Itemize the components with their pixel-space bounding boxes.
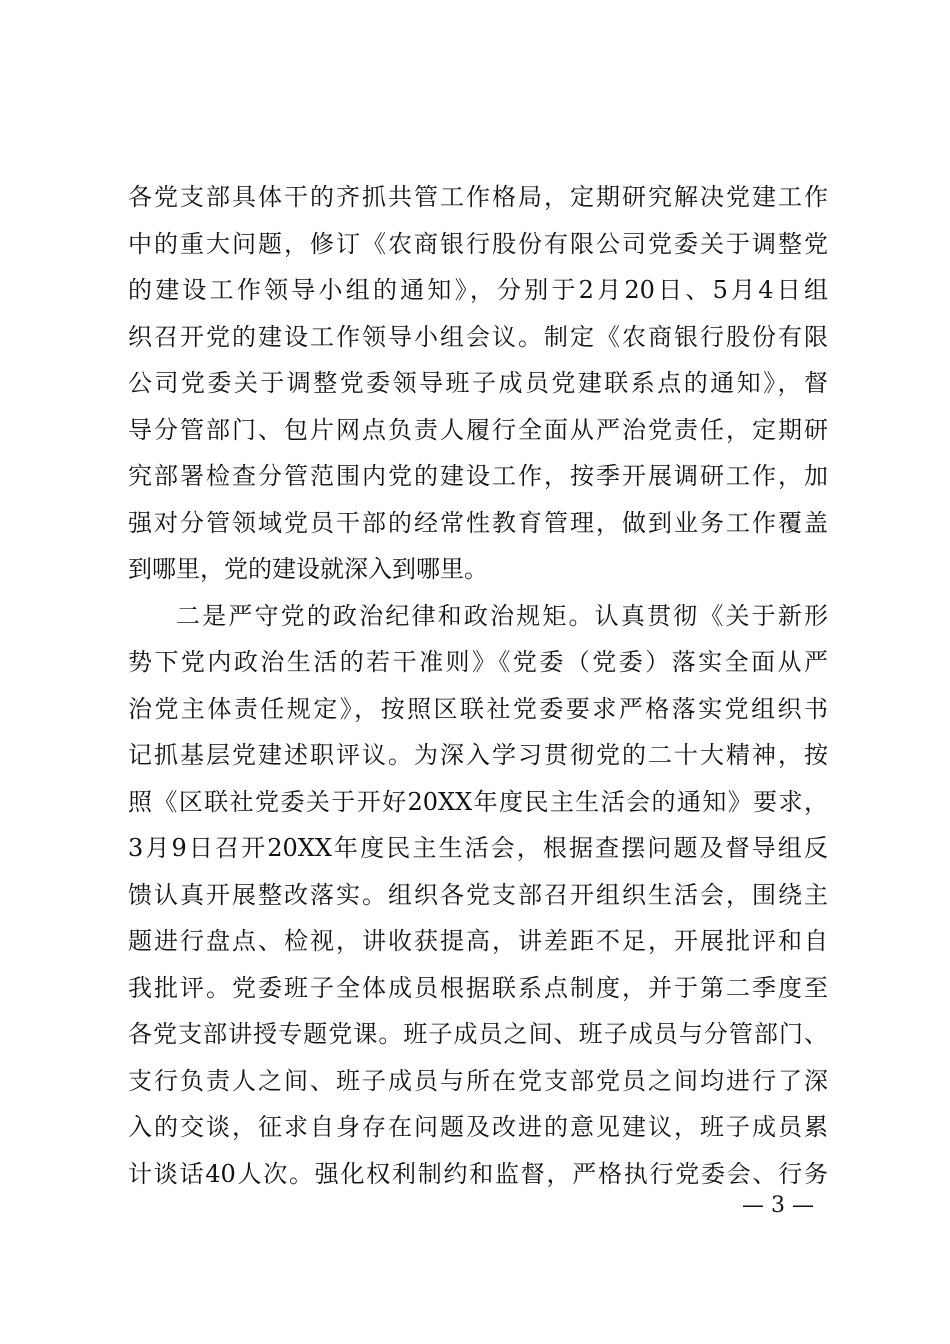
text-line: 各党支部具体干的齐抓共管工作格局，定期研究解决党建工作 [128, 183, 828, 211]
text-line: 势下党内政治生活的若干准则》《党委（党委）落实全面从严 [128, 648, 828, 676]
text-line: 支行负责人之间、班子成员与所在党支部党员之间均进行了深 [128, 1066, 828, 1095]
text-line: 入的交谈，征求自身存在问题及改进的意见建议，班子成员累 [128, 1113, 828, 1141]
text-line: 治党主体责任规定》，按照区联社党委要求严格落实党组织书 [128, 694, 828, 723]
text-line: 织召开党的建设工作领导小组会议。制定《农商银行股份有限 [128, 322, 828, 351]
text-line: 各党支部讲授专题党课。班子成员之间、班子成员与分管部门、 [128, 1020, 828, 1048]
text-line: 中的重大问题，修订《农商银行股份有限公司党委关于调整党 [128, 229, 828, 258]
text-line: 记抓基层党建述职评议。为深入学习贯彻党的二十大精神，按 [128, 741, 828, 769]
text-line: 到哪里，党的建设就深入到哪里。 [128, 555, 488, 583]
text-line: 照《区联社党委关于开好20XX年度民主生活会的通知》要求， [128, 787, 828, 816]
text-line: 3月9日召开20XX年度民主生活会，根据查摆问题及督导组反 [128, 834, 828, 862]
text-line: 究部署检查分管范围内党的建设工作，按季开展调研工作，加 [128, 462, 828, 490]
text-line: 二是严守党的政治纪律和政治规矩。认真贯彻《关于新形 [176, 601, 828, 630]
text-line: 公司党委关于调整党委领导班子成员党建联系点的通知》，督 [128, 369, 828, 397]
text-line: 计谈话40人次。强化权利制约和监督，严格执行党委会、行务 [128, 1159, 828, 1188]
text-line: 强对分管领域党员干部的经常性教育管理，做到业务工作覆盖 [128, 508, 828, 537]
text-line: 的建设工作领导小组的通知》，分别于2月20日、5月4日组 [128, 276, 828, 304]
body-text [128, 174, 828, 1197]
text-line: 馈认真开展整改落实。组织各党支部召开组织生活会，围绕主 [128, 880, 828, 909]
page-number: — 3 — [742, 1193, 814, 1218]
text-line: 我批评。党委班子全体成员根据联系点制度，并于第二季度至 [128, 973, 828, 1002]
text-line: 题进行盘点、检视，讲收获提高，讲差距不足，开展批评和自 [128, 927, 828, 955]
text-line: 导分管部门、包片网点负责人履行全面从严治党责任，定期研 [128, 415, 828, 444]
